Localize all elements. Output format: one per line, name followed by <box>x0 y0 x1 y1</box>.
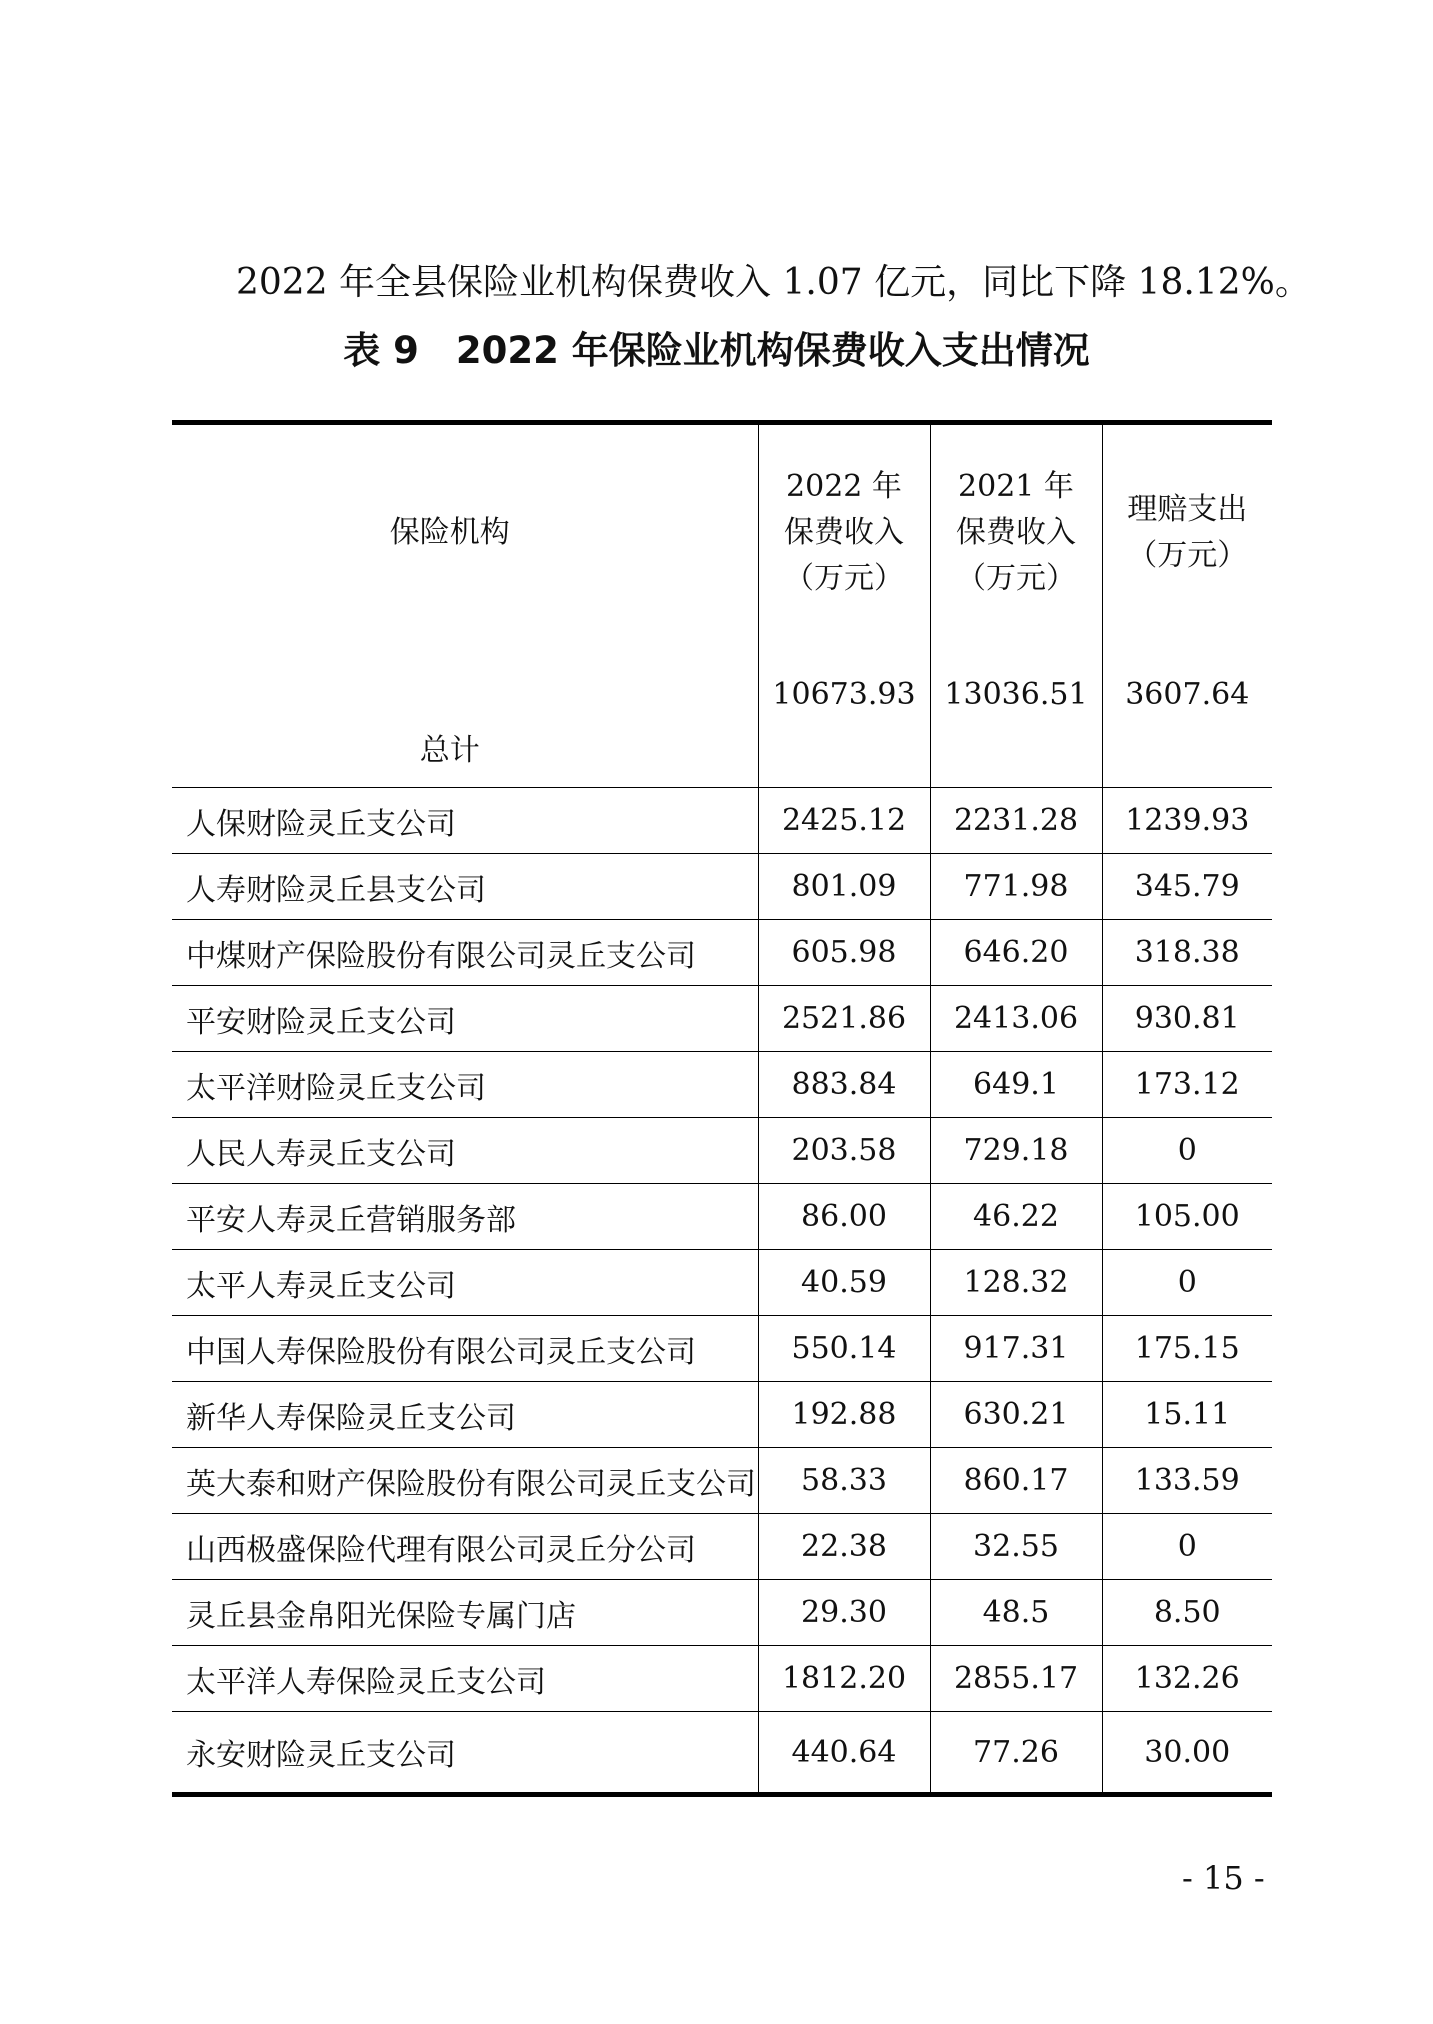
premium-2021-cell: 2231.28 <box>930 788 1102 854</box>
table-row <box>172 1514 1272 1580</box>
table-title: 表 9 2022 年保险业机构保费收入支出情况 <box>343 329 1090 372</box>
institution-cell: 平安财险灵丘支公司 <box>172 986 758 1052</box>
premium-2021-cell: 48.5 <box>930 1580 1102 1646</box>
premium-2021-cell: 2413.06 <box>930 986 1102 1052</box>
institution-cell: 平安人寿灵丘营销服务部 <box>172 1184 758 1250</box>
table-header-row <box>172 423 1272 642</box>
table-row <box>172 920 1272 986</box>
header-premium-2021-line: 2021 年 <box>958 469 1074 504</box>
table-row <box>172 986 1272 1052</box>
page-number: - 15 - <box>1182 1859 1265 1897</box>
total-premium-2022: 10673.93 <box>758 641 930 788</box>
table-row <box>172 1646 1272 1712</box>
table-row <box>172 1118 1272 1184</box>
premium-2022-cell: 440.64 <box>758 1712 930 1795</box>
claims-cell: 175.15 <box>1102 1316 1272 1382</box>
premium-2021-cell: 649.1 <box>930 1052 1102 1118</box>
total-claims: 3607.64 <box>1102 641 1272 788</box>
header-premium-2022 <box>758 423 930 642</box>
institution-cell: 人寿财险灵丘县支公司 <box>172 854 758 920</box>
institution-cell: 太平人寿灵丘支公司 <box>172 1250 758 1316</box>
premium-2022-cell: 203.58 <box>758 1118 930 1184</box>
header-premium-2021-line: （万元） <box>956 561 1076 596</box>
table-row <box>172 1580 1272 1646</box>
table-row <box>172 1250 1272 1316</box>
institution-cell: 英大泰和财产保险股份有限公司灵丘支公司 <box>172 1448 758 1514</box>
institution-cell: 中煤财产保险股份有限公司灵丘支公司 <box>172 920 758 986</box>
premium-2021-cell: 46.22 <box>930 1184 1102 1250</box>
premium-2021-cell: 917.31 <box>930 1316 1102 1382</box>
claims-cell: 0 <box>1102 1118 1272 1184</box>
claims-cell: 345.79 <box>1102 854 1272 920</box>
claims-cell: 0 <box>1102 1250 1272 1316</box>
claims-cell: 1239.93 <box>1102 788 1272 854</box>
institution-cell: 山西极盛保险代理有限公司灵丘分公司 <box>172 1514 758 1580</box>
premium-2022-cell: 58.33 <box>758 1448 930 1514</box>
claims-cell: 173.12 <box>1102 1052 1272 1118</box>
header-claims-line: 理赔支出 <box>1127 492 1248 527</box>
header-premium-2022-line: （万元） <box>784 561 904 596</box>
premium-2022-cell: 86.00 <box>758 1184 930 1250</box>
premium-2021-cell: 729.18 <box>930 1118 1102 1184</box>
claims-cell: 132.26 <box>1102 1646 1272 1712</box>
claims-cell: 105.00 <box>1102 1184 1272 1250</box>
premium-2022-cell: 40.59 <box>758 1250 930 1316</box>
institution-cell: 人民人寿灵丘支公司 <box>172 1118 758 1184</box>
table-row <box>172 1184 1272 1250</box>
institution-cell: 中国人寿保险股份有限公司灵丘支公司 <box>172 1316 758 1382</box>
premium-2022-cell: 883.84 <box>758 1052 930 1118</box>
premium-2022-cell: 801.09 <box>758 854 930 920</box>
institution-cell: 太平洋财险灵丘支公司 <box>172 1052 758 1118</box>
header-premium-2021-line: 保费收入 <box>956 515 1076 550</box>
premium-2021-cell: 646.20 <box>930 920 1102 986</box>
total-premium-2021: 13036.51 <box>930 641 1102 788</box>
premium-2021-cell: 32.55 <box>930 1514 1102 1580</box>
header-premium-2022-line: 2022 年 <box>786 469 902 504</box>
claims-cell: 318.38 <box>1102 920 1272 986</box>
institution-cell: 太平洋人寿保险灵丘支公司 <box>172 1646 758 1712</box>
premium-2021-cell: 860.17 <box>930 1448 1102 1514</box>
claims-cell: 8.50 <box>1102 1580 1272 1646</box>
premium-2022-cell: 605.98 <box>758 920 930 986</box>
premium-2022-cell: 550.14 <box>758 1316 930 1382</box>
premium-2021-cell: 128.32 <box>930 1250 1102 1316</box>
claims-cell: 133.59 <box>1102 1448 1272 1514</box>
table-row <box>172 1382 1272 1448</box>
premium-2022-cell: 2521.86 <box>758 986 930 1052</box>
claims-cell: 930.81 <box>1102 986 1272 1052</box>
institution-cell: 永安财险灵丘支公司 <box>172 1712 758 1795</box>
premium-2021-cell: 77.26 <box>930 1712 1102 1795</box>
table-row <box>172 1712 1272 1795</box>
claims-cell: 30.00 <box>1102 1712 1272 1795</box>
premium-2022-cell: 1812.20 <box>758 1646 930 1712</box>
premium-2022-cell: 29.30 <box>758 1580 930 1646</box>
claims-cell: 15.11 <box>1102 1382 1272 1448</box>
claims-cell: 0 <box>1102 1514 1272 1580</box>
institution-cell: 新华人寿保险灵丘支公司 <box>172 1382 758 1448</box>
header-claims <box>1102 423 1272 642</box>
table-row <box>172 854 1272 920</box>
institution-cell: 人保财险灵丘支公司 <box>172 788 758 854</box>
premium-2022-cell: 22.38 <box>758 1514 930 1580</box>
header-premium-2021 <box>930 423 1102 642</box>
table-row <box>172 1448 1272 1514</box>
header-claims-line: （万元） <box>1127 538 1248 573</box>
premium-2022-cell: 192.88 <box>758 1382 930 1448</box>
table-row <box>172 1316 1272 1382</box>
table-row-total <box>172 641 1272 788</box>
premium-2021-cell: 630.21 <box>930 1382 1102 1448</box>
header-institution: 保险机构 <box>172 423 758 642</box>
table-row <box>172 788 1272 854</box>
total-label: 总计 <box>172 641 758 788</box>
premium-2022-cell: 2425.12 <box>758 788 930 854</box>
premium-2021-cell: 771.98 <box>930 854 1102 920</box>
intro-paragraph: 2022 年全县保险业机构保费收入 1.07 亿元，同比下降 18.12%。 <box>236 262 1311 303</box>
institution-cell: 灵丘县金帛阳光保险专属门店 <box>172 1580 758 1646</box>
premium-table <box>172 420 1272 1797</box>
premium-2021-cell: 2855.17 <box>930 1646 1102 1712</box>
header-premium-2022-line: 保费收入 <box>784 515 904 550</box>
table-row <box>172 1052 1272 1118</box>
